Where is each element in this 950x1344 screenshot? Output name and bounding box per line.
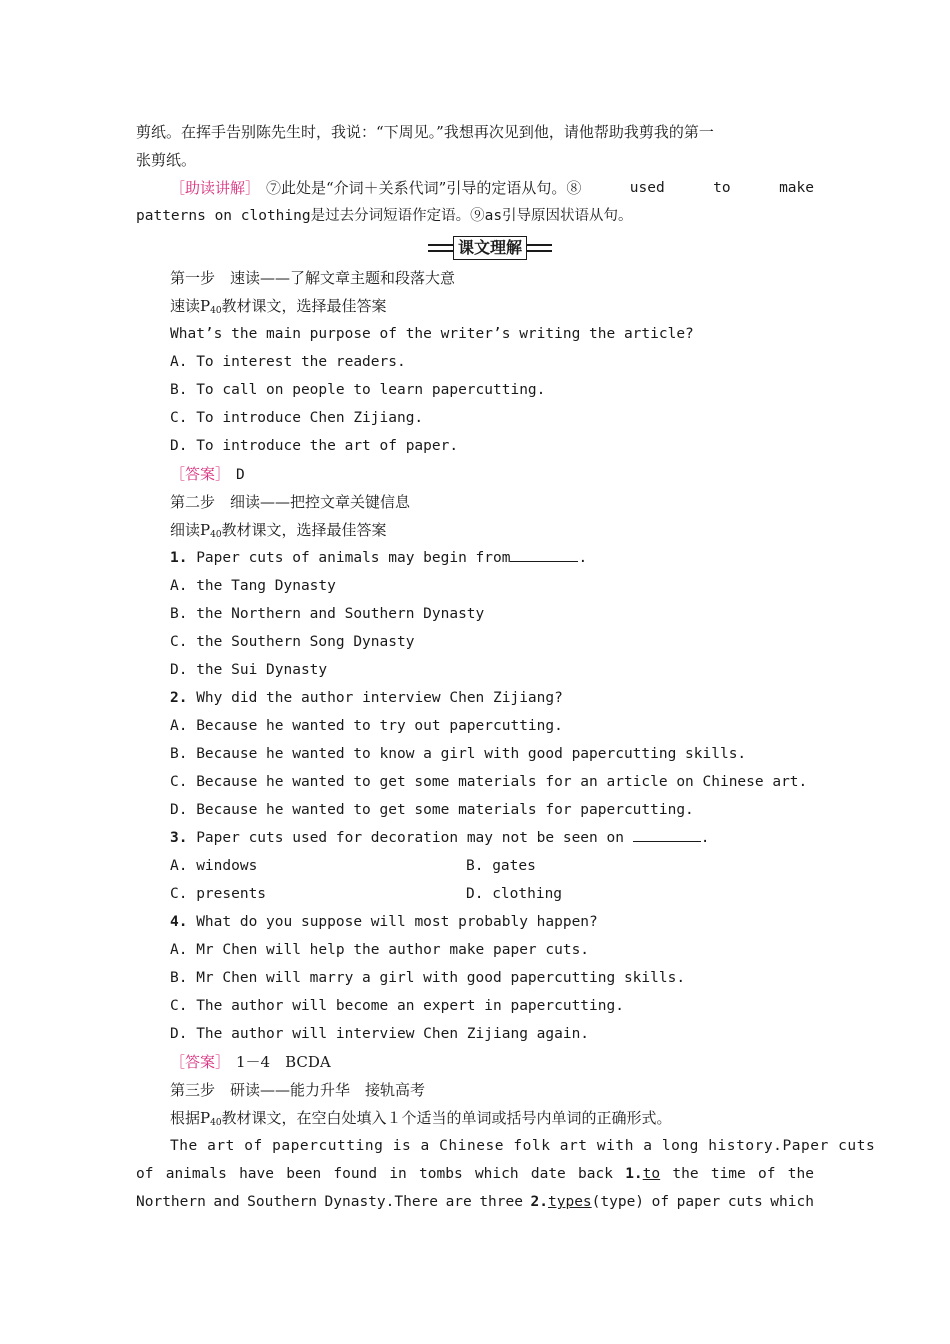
passage-word: animals — [165, 1166, 227, 1182]
q4-option-b: B. Mr Chen will marry a girl with good papercutting skills. — [170, 970, 686, 986]
heading-rule-right — [527, 244, 552, 252]
q1-option-d: D. the Sui Dynasty — [170, 662, 328, 678]
passage-word: are — [445, 1194, 472, 1210]
passage-word: in — [389, 1166, 407, 1182]
instruction-text: 根据P — [170, 1109, 211, 1127]
passage-word: tombs — [419, 1166, 463, 1182]
step1-option-c: C. To introduce Chen Zijiang. — [170, 410, 424, 426]
reading-note-text: ⑦此处是“介词＋关系代词”引导的定语从句。⑧ — [266, 179, 582, 197]
q1-option-a: A. the Tang Dynasty — [170, 578, 336, 594]
note-word: used — [629, 180, 665, 196]
answer-value: 1－4 BCDA — [236, 1053, 331, 1071]
reading-note-label: ［助读讲解］ — [170, 179, 261, 197]
note-word: make — [779, 180, 814, 196]
question-text: Paper cuts of animals may begin from — [196, 550, 511, 566]
q1-option-c: C. the Southern Song Dynasty — [170, 634, 415, 650]
q2-option-c: C. Because he wanted to get some materials for an article on Chinese art. — [170, 774, 808, 790]
instruction-text: 教材课文，在空白处填入１个适当的单词或括号内单词的正确形式。 — [221, 1109, 672, 1127]
step2-answer — [170, 1048, 950, 1076]
passage-word: paper — [676, 1194, 721, 1210]
q2-option-b: B. Because he wanted to know a girl with good papercutting skills. — [170, 746, 747, 762]
q3-option-d: D. clothing — [466, 886, 563, 902]
question-3 — [170, 824, 950, 852]
instruction-text: 细读P — [170, 521, 211, 539]
question-number: 1. — [170, 550, 188, 566]
blank-number: 2. — [530, 1194, 548, 1210]
passage-word: have — [239, 1166, 274, 1182]
passage-line-2 — [136, 1160, 814, 1188]
passage-line-3 — [136, 1188, 814, 1216]
passage-word: Northern — [136, 1194, 206, 1210]
passage-word: which — [770, 1194, 814, 1210]
question-2 — [170, 684, 950, 712]
passage-text: The art of papercutting is a Chinese folk art with a long history.Paper cuts — [170, 1138, 876, 1154]
section-title: 课文理解 — [453, 236, 527, 260]
answer-label: ［答案］ — [170, 1053, 231, 1071]
step1-title: 第一步 速读——了解文章主题和段落大意 — [170, 269, 456, 287]
blank-number: 1. — [625, 1166, 643, 1182]
step1-option-d: D. To introduce the art of paper. — [170, 438, 459, 454]
reading-note-line-1 — [170, 174, 814, 202]
passage-word: time — [710, 1166, 746, 1182]
fill-blank-1 — [625, 1160, 660, 1188]
question-text: What do you suppose will most probably happen? — [196, 914, 598, 930]
question-end: . — [578, 550, 588, 566]
answer-label: ［答案］ — [170, 465, 231, 483]
question-end: . — [700, 830, 710, 846]
step1-answer — [170, 460, 950, 488]
q4-option-d: D. The author will interview Chen Zijiang again. — [170, 1026, 590, 1042]
instruction-text: 教材课文，选择最佳答案 — [221, 297, 387, 315]
question-4 — [170, 908, 950, 936]
step1-option-a: A. To interest the readers. — [170, 354, 406, 370]
q3-option-a: A. windows — [170, 858, 258, 874]
intro-line-1: 剪纸。在挥手告别陈先生时，我说：“下周见。”我想再次见到他，请他帮助我剪我的第一 — [136, 123, 714, 141]
passage-word: Southern — [247, 1194, 317, 1210]
q1-option-b: B. the Northern and Southern Dynasty — [170, 606, 485, 622]
q4-option-a: A. Mr Chen will help the author make paper cuts. — [170, 942, 590, 958]
page-subscript: 40 — [210, 306, 222, 316]
passage-word: the — [672, 1166, 699, 1182]
q3-option-b: B. gates — [466, 858, 536, 874]
passage-word: found — [333, 1166, 378, 1182]
passage-word: cuts — [727, 1194, 763, 1210]
instruction-text: 速读P — [170, 297, 211, 315]
blank-answer: types — [548, 1194, 592, 1210]
passage-word: of — [136, 1166, 154, 1182]
step2-instruction — [170, 516, 950, 544]
q3-option-c: C. presents — [170, 886, 267, 902]
answer-value: D — [236, 467, 245, 483]
step2-title: 第二步 细读——把控文章关键信息 — [170, 493, 411, 511]
question-number: 3. — [170, 830, 188, 846]
passage-word: of — [758, 1166, 776, 1182]
step3-title: 第三步 研读——能力升华 接轨高考 — [170, 1081, 426, 1099]
q2-option-d: D. Because he wanted to get some materials for papercutting. — [170, 802, 694, 818]
blank-hint: (type) — [591, 1194, 645, 1210]
reading-note-line-2: patterns on clothing是过去分词短语作定语。⑨as引导原因状语从句。 — [136, 208, 633, 224]
fill-blank-2 — [531, 1188, 645, 1216]
question-text: Why did the author interview Chen Zijiang? — [196, 690, 563, 706]
passage-word: date — [530, 1166, 566, 1182]
passage-word: the — [787, 1166, 814, 1182]
passage-word: back — [578, 1166, 613, 1182]
step1-question: What’s the main purpose of the writer’s writing the article? — [170, 326, 694, 342]
step1-instruction — [170, 292, 950, 320]
passage-word: Dynasty.There — [324, 1194, 439, 1210]
passage-word: three — [479, 1194, 523, 1210]
answer-blank — [510, 547, 578, 562]
passage-word: which — [474, 1166, 519, 1182]
step3-instruction — [170, 1104, 950, 1132]
q2-option-a: A. Because he wanted to try out papercutting. — [170, 718, 563, 734]
blank-answer: to — [642, 1166, 661, 1182]
passage-word: of — [651, 1194, 670, 1210]
question-number: 2. — [170, 690, 188, 706]
step1-option-b: B. To call on people to learn papercutting. — [170, 382, 546, 398]
instruction-text: 教材课文，选择最佳答案 — [221, 521, 387, 539]
answer-blank — [633, 827, 701, 842]
passage-line-1 — [170, 1132, 876, 1160]
passage-word: and — [213, 1194, 240, 1210]
question-number: 4. — [170, 914, 188, 930]
page-subscript: 40 — [210, 530, 222, 540]
note-word: to — [713, 180, 731, 196]
question-text: Paper cuts used for decoration may not be seen on — [196, 830, 624, 846]
intro-line-2: 张剪纸。 — [136, 151, 197, 169]
heading-rule-left — [428, 244, 453, 252]
page-subscript: 40 — [210, 1118, 222, 1128]
question-1 — [170, 544, 950, 572]
q4-option-c: C. The author will become an expert in papercutting. — [170, 998, 624, 1014]
section-heading — [428, 236, 552, 260]
passage-word: been — [286, 1166, 322, 1182]
